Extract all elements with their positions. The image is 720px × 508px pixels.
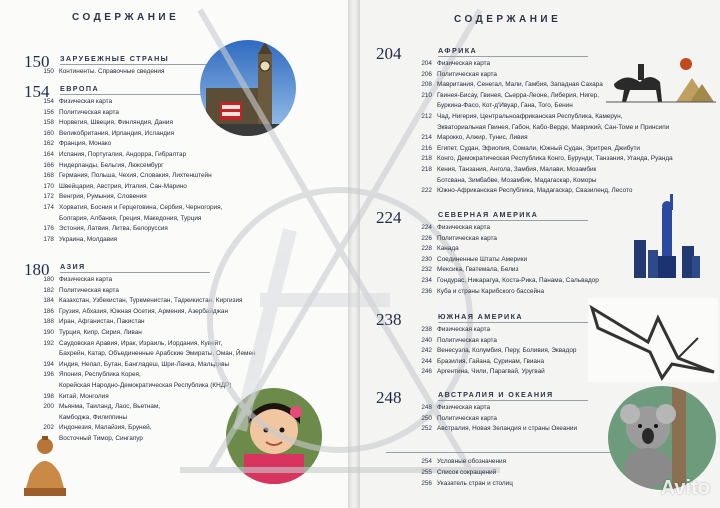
- toc-page-number: 232: [421, 266, 432, 274]
- toc-page-number: 226: [421, 234, 432, 242]
- toc-page-number: 208: [421, 81, 432, 89]
- toc-entry-text: Бахрейн, Катар, Объединенные Арабские Эмираты, Оман, Йемен: [59, 350, 256, 358]
- toc-entry-text: Конго, Демократическая Республика Конго, Бурунди, Танзания, Уганда, Руанда: [437, 155, 673, 163]
- toc-page-number: 194: [43, 360, 54, 368]
- toc-entry-text: Эстония, Латвия, Литва, Белоруссия: [59, 225, 168, 233]
- toc-page-number: 162: [43, 140, 54, 148]
- toc-entry-text: Континенты. Справочные сведения: [59, 68, 165, 75]
- toc-page-number: 256: [421, 480, 432, 487]
- toc-page-number: 182: [43, 286, 54, 294]
- toc-entry-text: Индонезия, Малайзия, Бруней,: [59, 424, 152, 432]
- toc-page-number: 178: [43, 235, 54, 243]
- left-toc-title: СОДЕРЖАНИЕ: [72, 12, 180, 23]
- toc-page-number: 252: [421, 425, 432, 433]
- toc-page-number: 246: [421, 368, 432, 376]
- toc-entry-text: Физическая карта: [59, 276, 113, 283]
- toc-entry-text: Гондурас, Никарагуа, Коста-Рика, Панама, Сальвадор: [437, 277, 599, 284]
- toc-page-number: 174: [43, 204, 54, 211]
- toc-page-number: 160: [43, 129, 54, 137]
- section-page-number: 238: [376, 310, 402, 329]
- toc-entry-text: Чад, Нигерия, Центральноафриканская Республика, Камерун,: [437, 113, 623, 120]
- toc-page-number: 214: [421, 134, 432, 142]
- toc-entry-text: Экваториальная Гвинея, Габон, Кабо-Верде, Маврикий, Сан-Томе и Принсипи: [437, 123, 670, 131]
- toc-page-number: 206: [421, 70, 432, 78]
- section-heading: АФРИКА: [438, 46, 478, 55]
- toc-entry-text: Камбоджа, Филиппины: [59, 413, 128, 421]
- toc-page-number: 196: [43, 371, 54, 379]
- koala-photo: [608, 386, 716, 490]
- section-heading: АЗИЯ: [60, 262, 86, 271]
- toc-page-number: 255: [421, 469, 432, 476]
- toc-page-number: 168: [43, 172, 54, 180]
- section-divider: [438, 400, 588, 401]
- toc-entry-text: Список сокращений: [437, 469, 497, 476]
- section-divider: [438, 220, 588, 221]
- toc-page-number: 176: [43, 225, 54, 233]
- toc-entry-text: Норвегия, Швеция, Финляндия, Дания: [59, 119, 173, 127]
- section-page-number: 224: [376, 208, 402, 227]
- toc-entry-text: Физическая карта: [437, 404, 491, 411]
- section-heading: ЗАРУБЕЖНЫЕ СТРАНЫ: [60, 54, 170, 63]
- toc-entry-text: Саудовская Аравия, Ирак, Израиль, Иордания, Кувейт,: [59, 339, 223, 347]
- toc-page-number: 166: [43, 161, 54, 169]
- toc-entry-text: Гвинея-Бисау, Гвинея, Сьерра-Леоне, Либерия, Нигер,: [437, 91, 599, 99]
- toc-entry-text: Физическая карта: [437, 224, 491, 231]
- toc-entry-text: Мавритания, Сенегал, Мали, Гамбия, Западная Сахара: [437, 81, 603, 89]
- toc-page-number: 230: [421, 255, 432, 263]
- toc-page-number: 228: [421, 245, 432, 253]
- toc-entry-text: Казахстан, Узбекистан, Туркменистан, Таджикистан, Киргизия: [59, 297, 243, 305]
- section-page-number: 204: [376, 44, 402, 63]
- toc-page-number: 188: [43, 318, 54, 326]
- section-divider: [438, 322, 588, 323]
- toc-entry-text: Япония, Республика Корея,: [59, 371, 141, 379]
- toc-entry-text: Соединенные Штаты Америки: [437, 255, 528, 263]
- toc-entry-text: Указатель стран и столиц: [437, 480, 513, 487]
- statue-of-liberty-icon: [632, 190, 702, 280]
- section-heading: ЮЖНАЯ АМЕРИКА: [438, 312, 523, 321]
- toc-page-number: 184: [43, 297, 54, 305]
- toc-entry-text: Политическая карта: [437, 336, 497, 344]
- toc-page-number: 172: [43, 193, 54, 201]
- toc-entry-text: Марокко, Алжир, Тунис, Ливия: [437, 134, 528, 142]
- toc-page-number: 180: [43, 276, 54, 283]
- toc-page-number: 164: [43, 151, 54, 158]
- toc-entry-text: Условные обозначения: [437, 458, 507, 465]
- section-divider: [438, 56, 588, 57]
- toc-entry-text: Австралия, Новая Зеландия и страны Океании: [437, 425, 578, 433]
- toc-page-number: 204: [421, 60, 432, 67]
- section-page-number: 248: [376, 388, 402, 407]
- toc-entry-text: Кения, Танзания, Ангола, Замбия, Малави, Мозамбик: [437, 166, 597, 173]
- toc-page-number: 170: [43, 182, 54, 190]
- toc-entry-text: Великобритания, Ирландия, Исландия: [59, 129, 175, 137]
- toc-page-number: 218: [421, 166, 432, 173]
- toc-entry-text: Индия, Непал, Бутан, Бангладеш, Шри-Ланка, Мальдивы: [59, 360, 230, 368]
- toc-page-number: 198: [43, 392, 54, 400]
- toc-entry-text: Восточный Тимор, Сингапур: [59, 435, 143, 442]
- section-page-number: 150: [24, 52, 50, 71]
- section-heading: СЕВЕРНАЯ АМЕРИКА: [438, 210, 539, 219]
- right-page: [356, 0, 720, 508]
- toc-entry-text: Франция, Монако: [59, 140, 112, 148]
- toc-entry-text: Аргентина, Чили, Парагвай, Уругвай: [437, 368, 545, 376]
- toc-page-number: 248: [421, 404, 432, 411]
- buddha-icon: [20, 434, 70, 500]
- toc-entry-text: Венесуэла, Колумбия, Перу, Боливия, Эквадор: [437, 347, 577, 355]
- toc-entry-text: Турция, Кипр, Сирия, Ливан: [59, 329, 142, 336]
- toc-entry-text: Ботсвана, Зимбабве, Мозамбик, Мадагаскар, Коморы: [437, 176, 597, 184]
- toc-entry-text: Корейская Народно-Демократическая Республика (КНДР): [59, 382, 232, 389]
- toc-page-number: 240: [421, 336, 432, 344]
- section-heading: ЕВРОПА: [60, 84, 100, 93]
- toc-page-number: 200: [43, 403, 54, 411]
- toc-entry-text: Канада: [437, 245, 459, 253]
- toc-page-number: 238: [421, 326, 432, 333]
- toc-entry-text: Египет, Судан, Эфиопия, Сомали, Южный Судан, Эритрея, Джибути: [437, 144, 640, 152]
- toc-page-number: 158: [43, 119, 54, 127]
- toc-page-number: 154: [43, 98, 54, 105]
- toc-entry-text: Китай, Монголия: [59, 392, 109, 400]
- toc-entry-text: Иран, Афганистан, Пакистан: [59, 318, 145, 326]
- toc-page-number: 234: [421, 277, 432, 284]
- toc-entry-text: Куба и страны Карибского бассейна: [437, 287, 545, 295]
- toc-page-number: 202: [43, 424, 54, 432]
- toc-entry-text: Физическая карта: [437, 60, 491, 67]
- nazca-bird-icon: [588, 298, 718, 382]
- toc-entry-text: Хорватия, Босния и Герцеговина, Сербия, Черногория,: [59, 204, 223, 211]
- toc-entry-text: Политическая карта: [437, 234, 497, 242]
- toc-page-number: 156: [43, 108, 54, 116]
- toc-entry-text: Физическая карта: [437, 326, 491, 333]
- toc-entry-text: Швейцария, Австрия, Италия, Сан-Марино: [59, 182, 187, 190]
- toc-entry-text: Болгария, Албания, Греция, Македония, Турция: [59, 214, 202, 222]
- toc-entry-text: Испания, Португалия, Андорра, Гибралтар: [59, 151, 187, 158]
- toc-entry-text: Буркина-Фасо, Кот-д'Ивуар, Гана, Того, Бенин: [437, 102, 573, 110]
- toc-entry-text: Политическая карта: [437, 70, 497, 78]
- toc-page-number: 242: [421, 347, 432, 355]
- toc-page-number: 218: [421, 155, 432, 163]
- toc-entry-text: Политическая карта: [437, 414, 497, 422]
- toc-entry-text: Бразилия, Гайана, Суринам, Гвиана: [437, 357, 545, 365]
- toc-page-number: 254: [421, 458, 432, 465]
- toc-entry-text: Нидерланды, Бельгия, Люксембург: [59, 161, 164, 169]
- toc-entry-text: Украина, Молдавия: [59, 235, 118, 243]
- toc-entry-text: Южно-Африканская Республика, Мадагаскар, Свазиленд, Лесото: [437, 187, 633, 195]
- section-heading: АВСТРАЛИЯ И ОКЕАНИЯ: [438, 390, 554, 399]
- toc-page-number: 212: [421, 113, 432, 120]
- toc-entry-text: Грузия, Абхазия, Южная Осетия, Армения, Азербайджан: [59, 307, 229, 315]
- toc-entry-text: Политическая карта: [59, 286, 119, 294]
- camel-pyramids-icon: [606, 50, 716, 110]
- toc-entry-text: Германия, Польша, Чехия, Словакия, Лихтенштейн: [59, 172, 212, 180]
- toc-page-number: 186: [43, 307, 54, 315]
- toc-entry-text: Физическая карта: [59, 98, 113, 105]
- toc-page-number: 210: [421, 91, 432, 99]
- toc-page-number: 216: [421, 144, 432, 152]
- section-page-number: 180: [24, 260, 50, 279]
- toc-page-number: 222: [421, 187, 432, 195]
- right-toc-title: СОДЕРЖАНИЕ: [454, 14, 562, 25]
- toc-page-number: 224: [421, 224, 432, 231]
- toc-page-number: 192: [43, 339, 54, 347]
- avito-watermark: Avito: [660, 477, 710, 499]
- toc-page-number: 244: [421, 357, 432, 365]
- toc-page-number: 150: [43, 68, 54, 75]
- toc-entry-text: Венгрия, Румыния, Словения: [59, 193, 147, 201]
- section-page-number: 154: [24, 82, 50, 101]
- toc-page-number: 190: [43, 329, 54, 336]
- toc-entry-text: Мьянма, Таиланд, Лаос, Вьетнам,: [59, 403, 161, 411]
- toc-page-number: 236: [421, 287, 432, 295]
- toc-entry-text: Политическая карта: [59, 108, 119, 116]
- toc-entry-text: Мексика, Гватемала, Белиз: [437, 266, 519, 274]
- toc-page-number: 250: [421, 414, 432, 422]
